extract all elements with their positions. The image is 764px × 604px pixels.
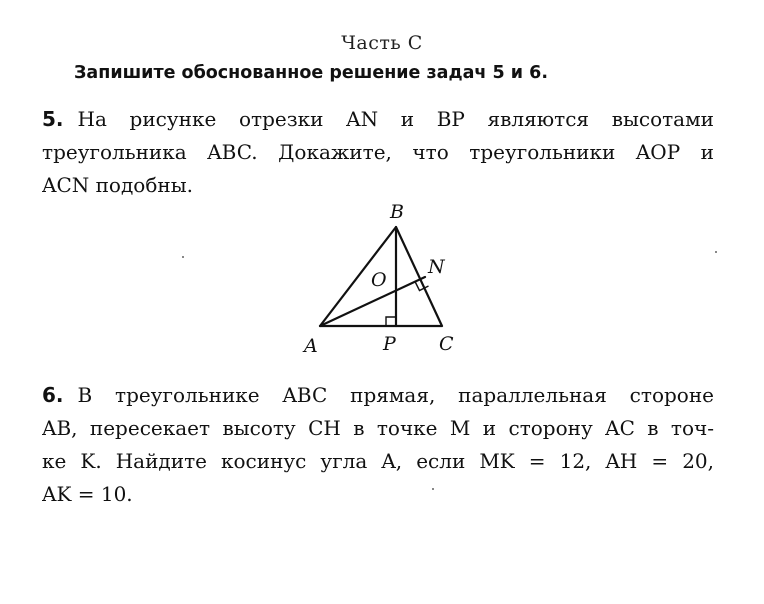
label-n: N (428, 256, 445, 278)
instruction-text: Запишите обоснованное решение задач 5 и 6. (74, 63, 548, 83)
label-b: B (390, 201, 404, 223)
problem-6-line-2: AB, пересекает высоту CH в точке M и сторону AC в точ- (42, 416, 714, 440)
scan-speck (182, 256, 184, 258)
cropped-top-text (38, 0, 198, 4)
part-title: Часть С (341, 32, 423, 54)
label-p: P (383, 333, 396, 355)
problem-6-text-1: В треугольнике ABC прямая, параллельная стороне (77, 383, 714, 407)
triangle-diagram (290, 196, 480, 366)
problem-5-number: 5. (42, 107, 64, 131)
label-a: A (304, 335, 318, 357)
label-c: C (439, 333, 454, 355)
problem-5-line-3: ACN подобны. (42, 173, 193, 197)
problem-6-line-1 (42, 379, 714, 412)
scan-speck (432, 488, 434, 490)
problem-6 (42, 379, 714, 511)
scan-speck (715, 251, 717, 253)
problem-5-line-1 (42, 103, 714, 136)
problem-6-line-4: AK = 10. (42, 482, 133, 506)
right-angle-p (386, 317, 396, 326)
problem-6-line-3: ке K. Найдите косинус угла A, если MK = 12, AH = 20, (42, 449, 714, 473)
label-o: O (371, 269, 387, 291)
problem-6-number: 6. (42, 383, 64, 407)
problem-5-text-1: На рисунке отрезки AN и BP являются высотами (77, 107, 714, 131)
problem-5 (42, 103, 714, 202)
problem-5-line-2: треугольника ABC. Докажите, что треугольники AOP и (42, 140, 714, 164)
triangle-figure (290, 196, 480, 366)
